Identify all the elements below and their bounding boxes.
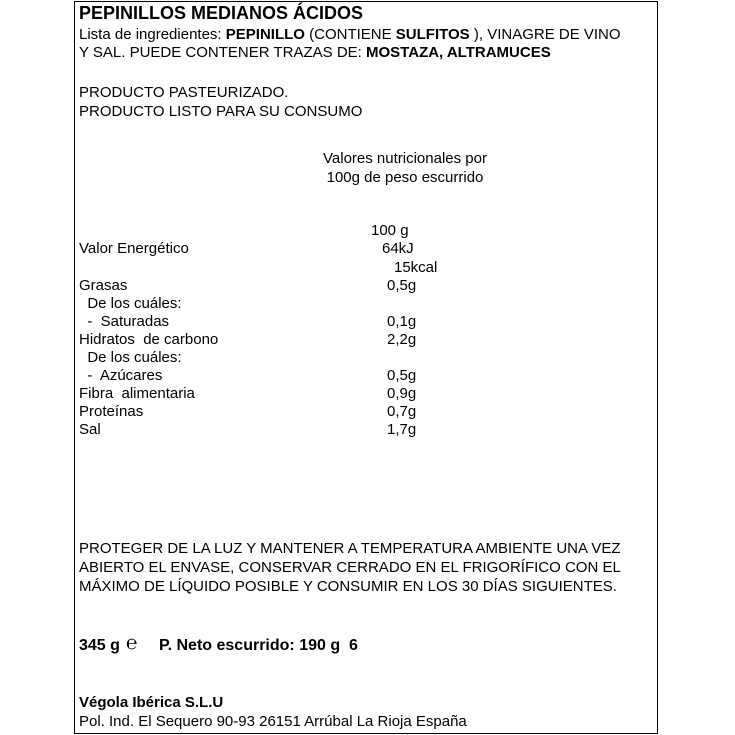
note-pasteurized: PRODUCTO PASTEURIZADO. xyxy=(79,84,289,101)
nutrient-value: 0,5g xyxy=(387,277,417,294)
storage-line-3: MÁXIMO DE LÍQUIDO POSIBLE Y CONSUMIR EN LOS 30 DÍAS SIGUIENTES. xyxy=(79,578,617,595)
nutrition-header-2: 100g de peso escurrido xyxy=(326,169,484,186)
company-address: Pol. Ind. El Sequero 90-93 26151 Arrúbal La Rioja España xyxy=(79,713,467,730)
company-name: Végola Ibérica S.L.U xyxy=(79,694,224,711)
nutrient-value: 1,7g xyxy=(387,421,417,438)
ingredients-line-1: Lista de ingredientes: PEPINILLO (CONTIENE SULFITOS ), VINAGRE DE VINO xyxy=(79,26,621,43)
nutrient-value: 0,1g xyxy=(387,313,417,330)
nutrient-label: Sal xyxy=(79,421,101,438)
nutrient-value: 0,7g xyxy=(387,403,417,420)
nutrient-label: Proteínas xyxy=(79,403,144,420)
energy-kcal: 15kcal xyxy=(394,259,438,276)
ingredients-line-2: Y SAL. PUEDE CONTENER TRAZAS DE: MOSTAZA, ALTRAMUCES xyxy=(79,44,551,61)
note-ready: PRODUCTO LISTO PARA SU CONSUMO xyxy=(79,103,363,120)
nutrient-label: De los cuáles: xyxy=(79,349,182,366)
energy-label: Valor Energético xyxy=(79,240,189,257)
nutrient-value: 2,2g xyxy=(387,331,417,348)
storage-line-1: PROTEGER DE LA LUZ Y MANTENER A TEMPERATURA AMBIENTE UNA VEZ xyxy=(79,540,621,557)
energy-kj: 64kJ xyxy=(382,240,414,257)
gross-weight: 345 g xyxy=(79,637,120,654)
nutrient-label: Hidratos de carbono xyxy=(79,331,219,348)
nutrient-label: Fibra alimentaria xyxy=(79,385,195,402)
storage-line-2: ABIERTO EL ENVASE, CONSERVAR CERRADO EN EL FRIGORÍFICO CON EL xyxy=(79,559,621,576)
estimated-sign-icon: ℮ xyxy=(126,633,138,654)
nutrient-label: Grasas xyxy=(79,277,128,294)
nutrient-value: 0,5g xyxy=(387,367,417,384)
nutrient-label: De los cuáles: xyxy=(79,295,182,312)
net-drained-weight: P. Neto escurrido: 190 g 6 xyxy=(159,637,358,654)
nutrition-column-header: 100 g xyxy=(371,222,409,239)
nutrient-value: 0,9g xyxy=(387,385,417,402)
product-title: PEPINILLOS MEDIANOS ÁCIDOS xyxy=(79,3,364,23)
nutrient-label: - Saturadas xyxy=(79,313,170,330)
nutrient-label: - Azúcares xyxy=(79,367,163,384)
nutrition-header-1: Valores nutricionales por xyxy=(323,150,487,167)
